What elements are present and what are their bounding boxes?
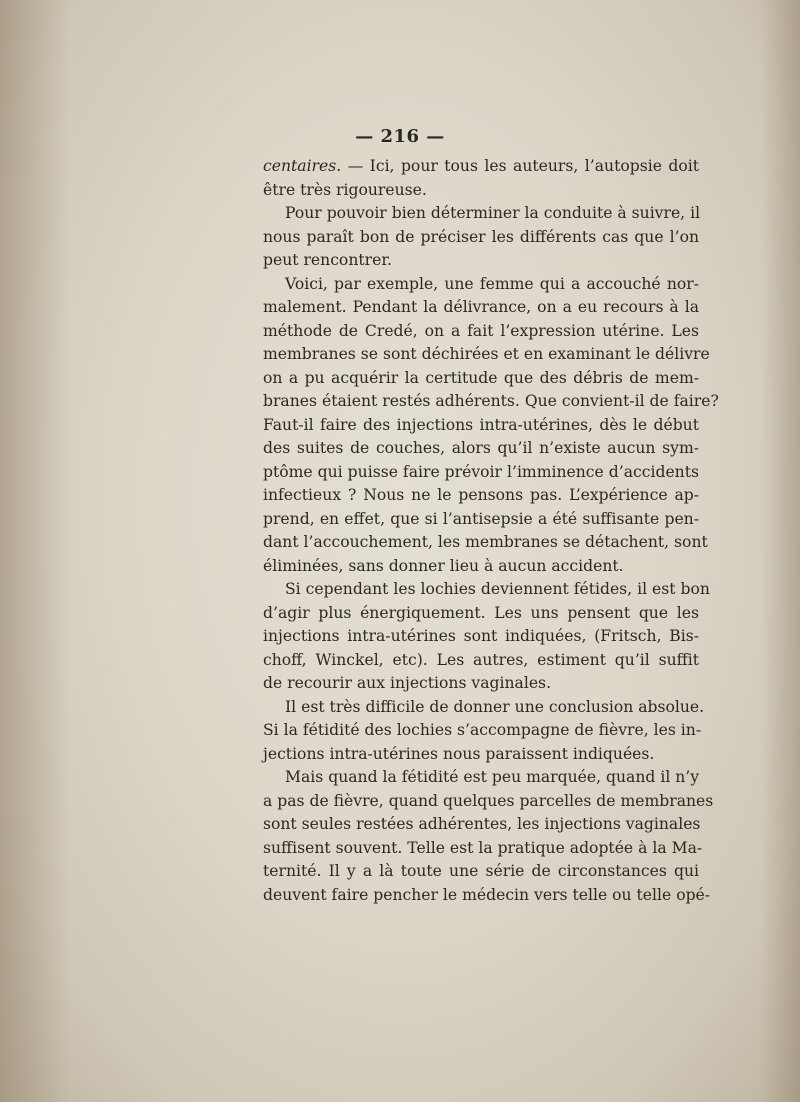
line-text: Pour pouvoir bien déterminer la conduite à suivre, il xyxy=(285,204,701,222)
text-line xyxy=(263,743,699,767)
line-text: prend, en effet, que si l’antisepsie a été suffisante pen- xyxy=(263,509,699,528)
text-line xyxy=(263,602,699,626)
line-text: ptôme qui puisse faire prévoir l’imminence d’accidents xyxy=(263,462,699,481)
text-line xyxy=(263,696,705,720)
line-text: jections intra-utérines nous paraissent indiquées. xyxy=(263,744,655,763)
text-line xyxy=(263,719,702,743)
page-shadow-right xyxy=(760,0,800,1102)
text-line xyxy=(263,226,699,250)
italic-lead: centaires. xyxy=(263,157,342,175)
text-line xyxy=(263,249,699,273)
line-text: branes étaient restés adhérents. Que convient-il de faire? xyxy=(263,392,719,410)
line-text: injections intra-utérines sont indiquées, (Fritsch, Bis- xyxy=(263,627,699,645)
line-text: peut rencontrer. xyxy=(263,251,393,269)
text-line xyxy=(263,625,699,649)
line-text: Il est très difficile de donner une conclusion absolue. xyxy=(285,697,705,716)
text-line xyxy=(263,672,699,696)
text-line xyxy=(263,367,699,391)
text-line xyxy=(263,484,699,508)
line-text: éliminées, sans donner lieu à aucun accident. xyxy=(263,556,624,575)
line-text: sont seules restées adhérentes, les injections vaginales xyxy=(263,815,701,833)
page-number: — 216 — xyxy=(355,126,445,147)
text-line xyxy=(263,531,708,555)
line-text: nous paraît bon de préciser les différents cas que l’on xyxy=(263,227,699,246)
line-text: ternité. Il y a là toute une série de circonstances qui xyxy=(263,862,699,880)
line-text: être très rigoureuse. xyxy=(263,180,427,199)
text-line xyxy=(263,414,699,438)
line-text: suffisent souvent. Telle est la pratique adoptée à la Ma- xyxy=(263,838,703,857)
line-text: infectieux ? Nous ne le pensons pas. L’expérience ap- xyxy=(263,486,699,504)
text-line xyxy=(263,461,699,485)
line-text: a pas de fièvre, quand quelques parcelles de membranes xyxy=(263,791,714,810)
text-line xyxy=(263,555,699,579)
line-text: Faut-il faire des injections intra-utérines, dès le début xyxy=(263,415,699,434)
line-text: membranes se sont déchirées et en examinant le délivre xyxy=(263,345,710,363)
text-line xyxy=(263,202,699,226)
line-text: des suites de couches, alors qu’il n’existe aucun sym- xyxy=(263,439,699,457)
line-text: dant l’accouchement, les membranes se détachent, sont xyxy=(263,533,708,551)
line-text: Si la fétidité des lochies s’accompagne de fièvre, les in- xyxy=(263,721,702,739)
text-line xyxy=(263,179,699,203)
text-line xyxy=(263,837,703,861)
line-text: malement. Pendant la délivrance, on a eu recours à la xyxy=(263,298,699,316)
line-text: deuvent faire pencher le médecin vers telle ou telle opé- xyxy=(263,885,711,904)
line-text: méthode de Credé, on a fait l’expression utérine. Les xyxy=(263,321,699,340)
text-line xyxy=(263,813,699,837)
text-line xyxy=(263,390,719,414)
text-line xyxy=(263,508,699,532)
text-line xyxy=(263,578,710,602)
text-line xyxy=(263,437,699,461)
line-text: d’agir plus énergiquement. Les uns pensent que les xyxy=(263,603,699,622)
text-line xyxy=(263,320,699,344)
text-line xyxy=(263,884,711,908)
line-text: Voici, par exemple, une femme qui a accouché nor- xyxy=(285,274,699,293)
text-line xyxy=(263,649,699,673)
body-text xyxy=(263,155,719,907)
text-line xyxy=(263,343,710,367)
line-text: Si cependant les lochies deviennent fétides, il est bon xyxy=(285,580,710,598)
line-text: choff, Winckel, etc). Les autres, estiment qu’il suffit xyxy=(263,650,699,669)
text-line xyxy=(263,766,699,790)
line-text: Mais quand la fétidité est peu marquée, quand il n’y xyxy=(285,768,700,786)
line-text: de recourir aux injections vaginales. xyxy=(263,674,552,692)
text-line xyxy=(263,273,699,297)
page-shadow-left xyxy=(0,0,70,1102)
line-text: — Ici, pour tous les auteurs, l’autopsie doit xyxy=(341,157,699,175)
line-text: on a pu acquérir la certitude que des débris de mem- xyxy=(263,368,699,387)
text-line xyxy=(263,296,699,320)
text-line xyxy=(263,155,699,179)
text-line xyxy=(263,790,714,814)
text-line xyxy=(263,860,699,884)
